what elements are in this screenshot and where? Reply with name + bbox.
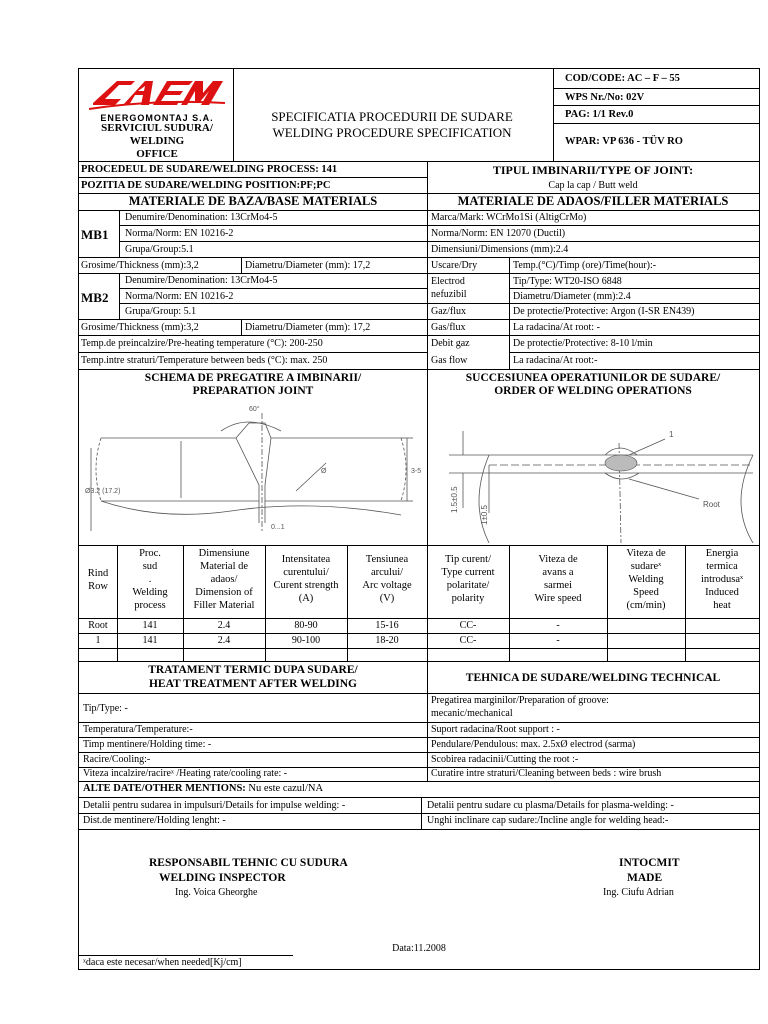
gas-value: De protectie/Protective: Argon (I-SR EN439) (513, 306, 695, 317)
saem-logo-icon (87, 73, 227, 117)
col-header-heat: Energia termica introdusaˣ Induced heat (700, 548, 744, 611)
inspector-title-1: RESPONSABIL TEHNIC CU SUDURA (149, 857, 348, 869)
welding-parameters-table (79, 545, 759, 661)
joint-type-value: Cap la cap / Butt weld (548, 180, 638, 191)
interpass-temp: Temp.intre straturi/Temperature between beds (°C): max. 250 (81, 355, 328, 366)
gas-flow-value-1: De protectie/Protective: 8-10 l/min (513, 338, 653, 349)
joint-type-title: TIPUL IMBINARII/TYPE OF JOINT: (492, 163, 694, 177)
holding-time: Timp mentinere/Holding time: - (83, 739, 212, 750)
preparation-title-1: SCHEMA DE PREGATIRE A IMBINARII/ (144, 372, 362, 384)
root-label: Root (703, 500, 720, 509)
filler-materials-title: MATERIALE DE ADAOS/FILLER MATERIALS (457, 194, 729, 208)
mb2-norm: Norma/Norm: EN 10216-2 (125, 291, 234, 302)
cell: 18-20 (375, 635, 399, 646)
footnote: ˣdaca este necesar/when needed[Kj/cm] (83, 957, 242, 968)
document-date: Data:11.2008 (392, 943, 446, 954)
pendulous: Pendulare/Pendulous: max. 2.5xØ electrod (sarma) (431, 739, 636, 750)
title-ro: SPECIFICATIA PROCEDURII DE SUDARE (271, 109, 513, 124)
other-mentions-title: ALTE DATE/OTHER MENTIONS: (83, 783, 246, 794)
title-en: WELDING PROCEDURE SPECIFICATION (272, 125, 512, 140)
col-header-current-type: Tip curent/ Type current polaritate/ polarity (441, 554, 495, 604)
root-gap-dim: 1±0.5 (480, 505, 489, 525)
dept-line-2: WELDING (129, 135, 185, 147)
welding-process: PROCEDEUL DE SUDARE/WELDING PROCESS: 141 (81, 164, 338, 175)
heat-temperature: Temperatura/Temperature:- (83, 724, 193, 735)
welding-position: POZITIA DE SUDARE/WELDING POSITION:PF;PC (81, 180, 331, 191)
phi-label: Ø (321, 468, 327, 475)
col-header-row: Rind Row (87, 568, 109, 592)
heating-rate: Viteza incalzire/racireˣ /Heating rate/cooling rate: - (83, 768, 288, 779)
gas-flow-value-2: La radacina/At root:- (513, 355, 598, 366)
welding-order-drawing (429, 403, 759, 543)
mb1-denomination: Denumire/Denomination: 13CrMo4-5 (125, 212, 278, 223)
heat-type: Tip/Type: - (83, 703, 128, 714)
inspector-title-2: WELDING INSPECTOR (159, 872, 286, 884)
made-title-1: INTOCMIT (619, 857, 680, 869)
cell: - (556, 635, 560, 646)
root-face-dim: 1.5±0.5 (450, 486, 459, 513)
wpar: WPAR: VP 636 - TÜV RO (565, 136, 683, 147)
mb2-thickness: Grosime/Thickness (mm):3,2 (81, 322, 199, 333)
company-name: ENERGOMONTAJ S.A. (100, 113, 214, 123)
doc-code: COD/CODE: AC – F – 55 (565, 73, 680, 84)
preparation-title-2: PREPARATION JOINT (192, 385, 314, 397)
incline-angle: Unghi inclinare cap sudare:/Incline angle for welding head:- (427, 815, 669, 826)
mb2-diameter: Diametru/Diameter (mm): 17,2 (245, 322, 371, 333)
dept-line-1: SERVICIUL SUDURA/ (101, 122, 213, 134)
heat-treatment-title-2: HEAT TREATMENT AFTER WELDING (148, 678, 357, 690)
col-header-welding-speed: Viteza de sudareˣ Welding Speed (cm/min) (626, 548, 666, 611)
mb1-label: MB1 (81, 227, 109, 242)
cell: 2.4 (217, 620, 231, 631)
filler-norm: Norma/Norm: EN 12070 (Ductil) (431, 228, 566, 239)
mb1-norm: Norma/Norm: EN 10216-2 (125, 228, 234, 239)
mb2-group: Grupa/Group: 5.1 (125, 306, 197, 317)
col-header-wire-speed: Viteza de avans a sarmei Wire speed (534, 554, 582, 604)
cell: 2.4 (217, 635, 231, 646)
page-number: PAG: 1/1 Rev.0 (565, 109, 634, 120)
electrode-type: Tip/Type: WT20-ISO 6848 (513, 276, 622, 287)
technical-title: TEHNICA DE SUDARE/WELDING TECHNICAL (465, 672, 721, 684)
gas-flow-label-2: Gas flow (431, 355, 468, 366)
other-mentions (83, 783, 323, 795)
pass-one-label: 1 (669, 430, 674, 439)
cell: 141 (142, 635, 158, 646)
electrode-label-1: Electrod (431, 276, 465, 287)
gas-label: Gaz/flux (431, 306, 466, 317)
col-header-process: Proc. sud . Welding process (132, 548, 168, 611)
thickness-label: 3-5 (411, 468, 422, 475)
cell: 15-16 (375, 620, 399, 631)
base-materials-title: MATERIALE DE BAZA/BASE MATERIALS (128, 194, 378, 208)
plasma-details: Detalii pentru sudare cu plasma/Details for plasma-welding: - (427, 800, 674, 811)
wps-document (78, 68, 760, 970)
filler-dimensions: Dimensiuni/Dimensions (mm):2.4 (431, 244, 569, 255)
mb1-thickness: Grosime/Thickness (mm):3,2 (81, 260, 199, 271)
groove-prep-2: mecanic/mechanical (431, 708, 513, 719)
col-header-filler-dim: Dimensiune Material de adaos/ Dimension of Filler Material (193, 548, 255, 611)
cell: CC- (459, 635, 477, 646)
other-mentions-value: Nu este cazul/NA (248, 783, 324, 794)
diameter-label: Ø3.2 (17.2) (85, 488, 121, 495)
col-header-voltage: Tensiunea arcului/ Arc voltage (V) (362, 554, 412, 604)
interpass-cleaning: Curatire intre straturi/Cleaning between beds : wire brush (431, 768, 662, 779)
joint-preparation-drawing (81, 403, 425, 543)
impulse-details: Detalii pentru sudarea in impulsuri/Details for impulse welding: - (83, 800, 346, 811)
cell: 1 (95, 635, 101, 646)
mb1-diameter: Diametru/Diameter (mm): 17,2 (245, 260, 371, 271)
root-gouging: Scobirea radacinii/Cutting the root :- (431, 754, 579, 765)
preheat-temp: Temp.de preincalzire/Pre-heating temperature (°C): 200-250 (81, 338, 323, 349)
inspector-name: Ing. Voica Gheorghe (175, 887, 258, 898)
holding-length: Dist.de mentinere/Holding lenght: - (83, 815, 226, 826)
cell: 90-100 (291, 635, 321, 646)
mb2-label: MB2 (81, 290, 109, 305)
gap-label: 0...1 (271, 524, 285, 531)
order-title-2: ORDER OF WELDING OPERATIONS (494, 385, 692, 397)
cell: CC- (459, 620, 477, 631)
cell: 80-90 (294, 620, 318, 631)
made-name: Ing. Ciufu Adrian (603, 887, 674, 898)
cooling: Racire/Cooling:- (83, 754, 151, 765)
wps-number: WPS Nr./No: 02V (565, 92, 645, 103)
made-title-2: MADE (627, 872, 663, 884)
cell: 141 (142, 620, 158, 631)
groove-prep-1: Pregatirea marginilor/Preparation of groove: (431, 695, 609, 706)
mb1-group: Grupa/Group:5.1 (125, 244, 194, 255)
cell: - (556, 620, 560, 631)
cell: Root (88, 620, 108, 631)
drying-label: Uscare/Dry (431, 260, 478, 271)
heat-treatment-title-1: TRATAMENT TERMIC DUPA SUDARE/ (148, 664, 358, 676)
col-header-current: Intensitatea curentului/ Curent strength (A) (273, 554, 339, 604)
gas-root-value: La radacina/At root: - (513, 322, 600, 333)
gas-root-label: Gas/flux (431, 322, 466, 333)
filler-mark: Marca/Mark: WCrMo1Si (AltigCrMo) (431, 212, 587, 223)
root-support: Suport radacina/Root support : - (431, 724, 560, 735)
order-title-1: SUCCESIUNEA OPERATIUNILOR DE SUDARE/ (465, 372, 721, 384)
electrode-label-2: nefuzibil (431, 289, 467, 300)
angle-label: 60° (249, 406, 260, 413)
drying-value: Temp.(°C)/Timp (ore)/Time(hour):- (513, 260, 657, 271)
electrode-diameter: Diametru/Diameter (mm):2.4 (513, 291, 631, 302)
gas-flow-label-1: Debit gaz (431, 338, 470, 349)
mb2-denomination: Denumire/Denomination: 13CrMo4-5 (125, 275, 278, 286)
dept-line-3: OFFICE (136, 148, 178, 160)
company-logo (87, 73, 227, 117)
